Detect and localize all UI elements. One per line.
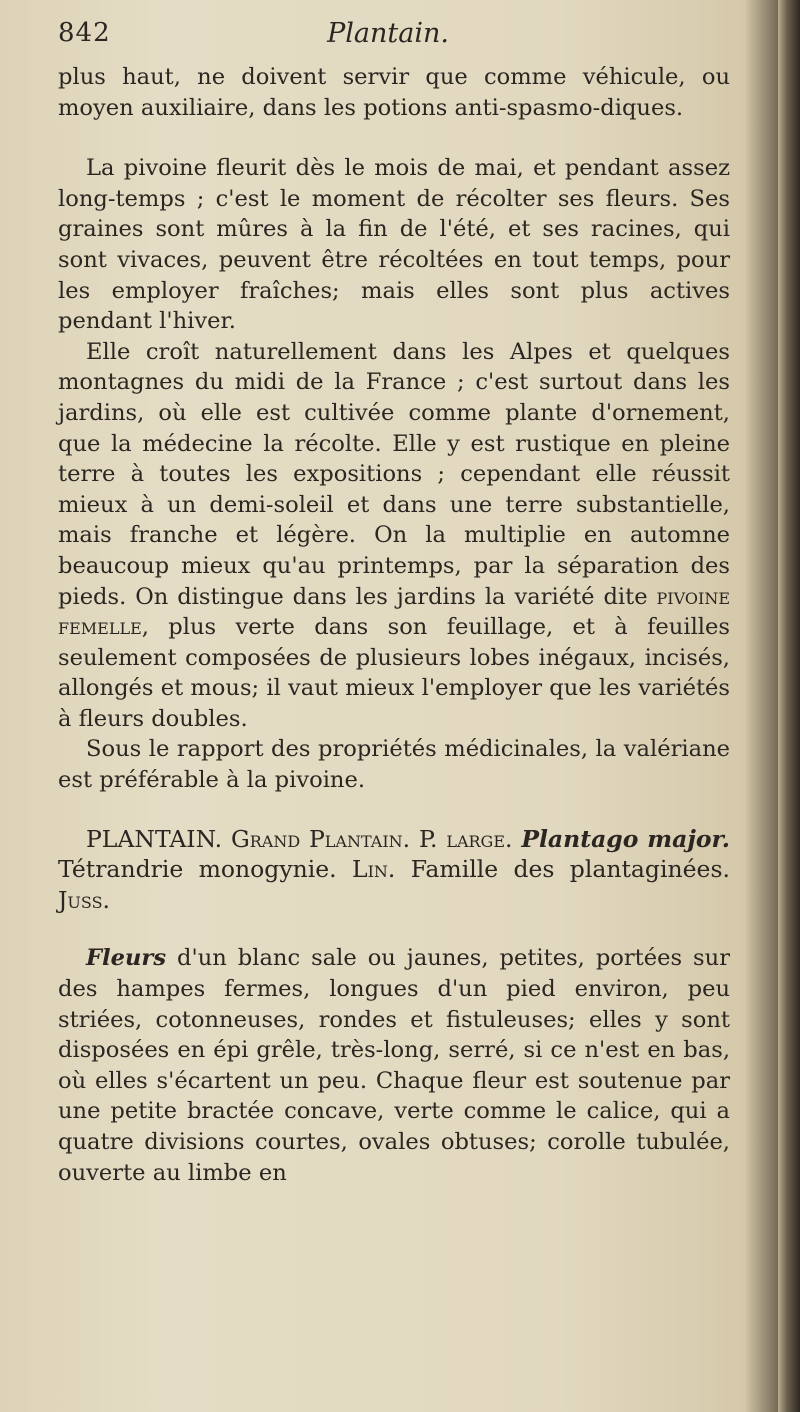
family-text: Famille des plantaginées. (410, 855, 730, 884)
author-lin: Lin. (351, 855, 396, 884)
entry-common-name: Grand Plantain. (230, 824, 411, 853)
latin-genus: Plantago (521, 824, 639, 853)
variety-name: pivoine femelle (58, 583, 730, 641)
linnaean-class: Tétrandrie monogynie. (58, 855, 337, 884)
paragraph-pivoine-flowering: La pivoine fleurit dès le mois de mai, et pendant assez long-temps ; c'est le moment de récolter ses fleurs. Ses graines sont mûres à la fin de l'été, et ses racines, qui sont vivaces, peuvent être récoltées en tout temps, pour les employer fraîches; mais elles sont plus actives pendant l'hiver. (58, 155, 730, 335)
author-juss: Juss. (58, 885, 111, 914)
entry-headword: PLANTAIN. (86, 824, 223, 853)
page-binding-edge (778, 0, 800, 1412)
habitat-text-end: , plus verte dans son feuillage, et à feuilles seulement composées de plusieurs lobes inégaux, incisés, allongés et mous; il vaut mieux l'employer que les variétés à fleurs doubles. (58, 614, 730, 732)
entry-large: large. (446, 824, 513, 853)
paragraph-continuation: plus haut, ne doivent servir que comme véhicule, ou moyen auxiliaire, dans les potions anti-spasmo-diques. (58, 64, 730, 121)
paragraph-valeriane: Sous le rapport des propriétés médicinales, la valériane est préférable à la pivoine. (58, 736, 730, 794)
description-lead: Fleurs (86, 945, 167, 972)
paragraph-flower-description (58, 943, 730, 1188)
page-number: 842 (58, 18, 111, 48)
latin-species: major. (647, 824, 730, 853)
entry-plantain-heading (58, 824, 730, 916)
description-text: d'un blanc sale ou jaunes, petites, portées sur des hampes fermes, longues d'un pied environ, peu striées, cotonneuses, rondes et fistuleuses; elles y sont disposées en épi grêle, très-long, serré, si ce n'est en bas, où elles s'écartent un peu. Chaque fleur est soutenue par une petite bractée concave, verte comme le calice, qui a quatre divisions courtes, ovales obtuses; corolle tubulée, ouverte au limbe en (58, 945, 730, 1186)
entry-p-abbr: P. (418, 824, 438, 853)
page-header (58, 18, 718, 54)
body-text (58, 62, 730, 1188)
paragraph-pivoine-habitat (58, 337, 730, 735)
running-title: Plantain. (327, 18, 449, 49)
habitat-text-start: Elle croît naturellement dans les Alpes et quelques montagnes du midi de la France ; c'est surtout dans les jardins, où elle est cultivée comme plante d'ornement, que la médecine la récolte. Elle y est rustique en pleine terre à toutes les expositions ; cependant elle réussit mieux à un demi-soleil et dans une terre substantielle, mais franche et légère. On la multiplie en automne beaucoup mieux qu'au printemps, par la séparation des pieds. On distingue dans les jardins la variété dite (58, 338, 730, 610)
